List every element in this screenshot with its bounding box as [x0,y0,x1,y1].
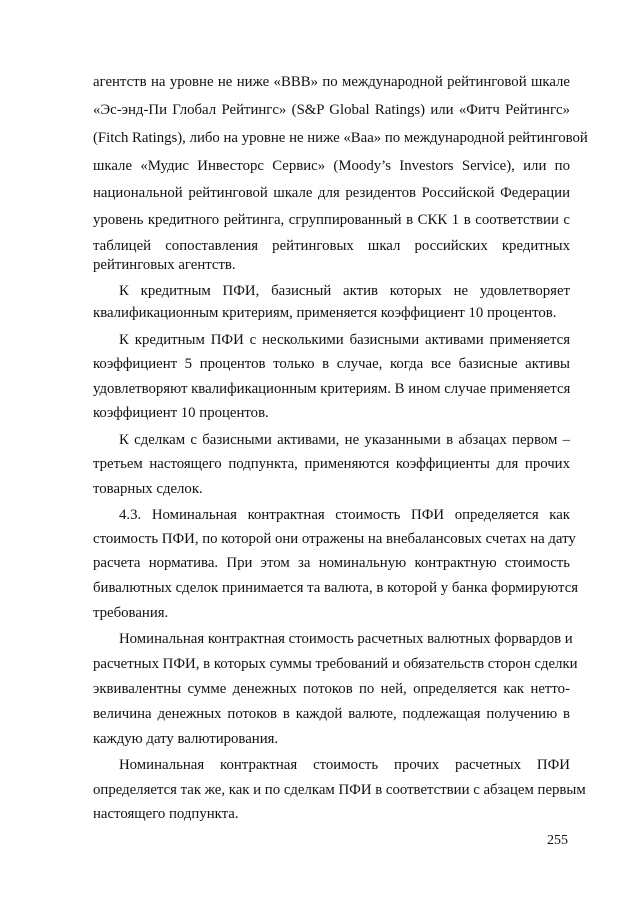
text-line: каждую дату валютирования. [93,731,279,747]
text-line: расчетных ПФИ, в которых суммы требований и обязательств сторон сделки [93,656,578,672]
text-line: эквивалентны сумме денежных потоков по ней, определяется как нетто- [93,681,570,697]
text-line: К сделкам с базисными активами, не указанными в абзацах первом – [119,432,570,448]
text-line: Номинальная контрактная стоимость прочих расчетных ПФИ [119,757,570,773]
text-line: товарных сделок. [93,481,203,497]
text-line: стоимость ПФИ, по которой они отражены на внебалансовых счетах на дату [93,531,576,547]
text-line: Номинальная контрактная стоимость расчетных валютных форвардов и [119,631,573,647]
text-line: К кредитным ПФИ, базисный актив которых не удовлетворяет [119,283,570,299]
text-line: величина денежных потоков в каждой валюте, подлежащая получению в [93,706,570,722]
text-line: удовлетворяют квалификационным критериям. В ином случае применяется [93,381,571,397]
text-line: расчета норматива. При этом за номинальную контрактную стоимость [93,555,570,571]
text-line: К кредитным ПФИ с несколькими базисными активами применяется [119,332,570,348]
text-line: определяется так же, как и по сделкам ПФИ в соответствии с абзацем первым [93,782,586,798]
text-line: таблицей сопоставления рейтинговых шкал российских кредитных [93,238,570,254]
text-line: настоящего подпункта. [93,806,239,822]
text-line: «Эс-энд-Пи Глобал Рейтингс» (S&P Global Ratings) или «Фитч Рейтингс» [93,102,570,118]
page-number: 255 [547,833,568,848]
text-line: квалификационным критериям, применяется коэффициент 10 процентов. [93,305,557,321]
text-line: коэффициент 5 процентов только в случае, когда все базисные активы [93,356,570,372]
text-line: третьем настоящего подпункта, применяются коэффициенты для прочих [93,456,570,472]
text-line: (Fitch Ratings), либо на уровне не ниже «Baa» по международной рейтинговой [93,130,588,146]
text-line: национальной рейтинговой шкале для резидентов Российской Федерации [93,185,570,201]
text-line: рейтинговых агентств. [93,257,236,273]
text-line: 4.3. Номинальная контрактная стоимость ПФИ определяется как [119,507,570,523]
text-line: шкале «Мудис Инвесторс Сервис» (Moody’s Investors Service), или по [93,158,570,174]
text-line: уровень кредитного рейтинга, сгруппированный в СКК 1 в соответствии с [93,212,570,228]
text-line: бивалютных сделок принимается та валюта, в которой у банка формируются [93,580,579,596]
text-line: требования. [93,605,169,621]
text-line: агентств на уровне не ниже «BBB» по международной рейтинговой шкале [93,74,570,90]
text-line: коэффициент 10 процентов. [93,405,269,421]
